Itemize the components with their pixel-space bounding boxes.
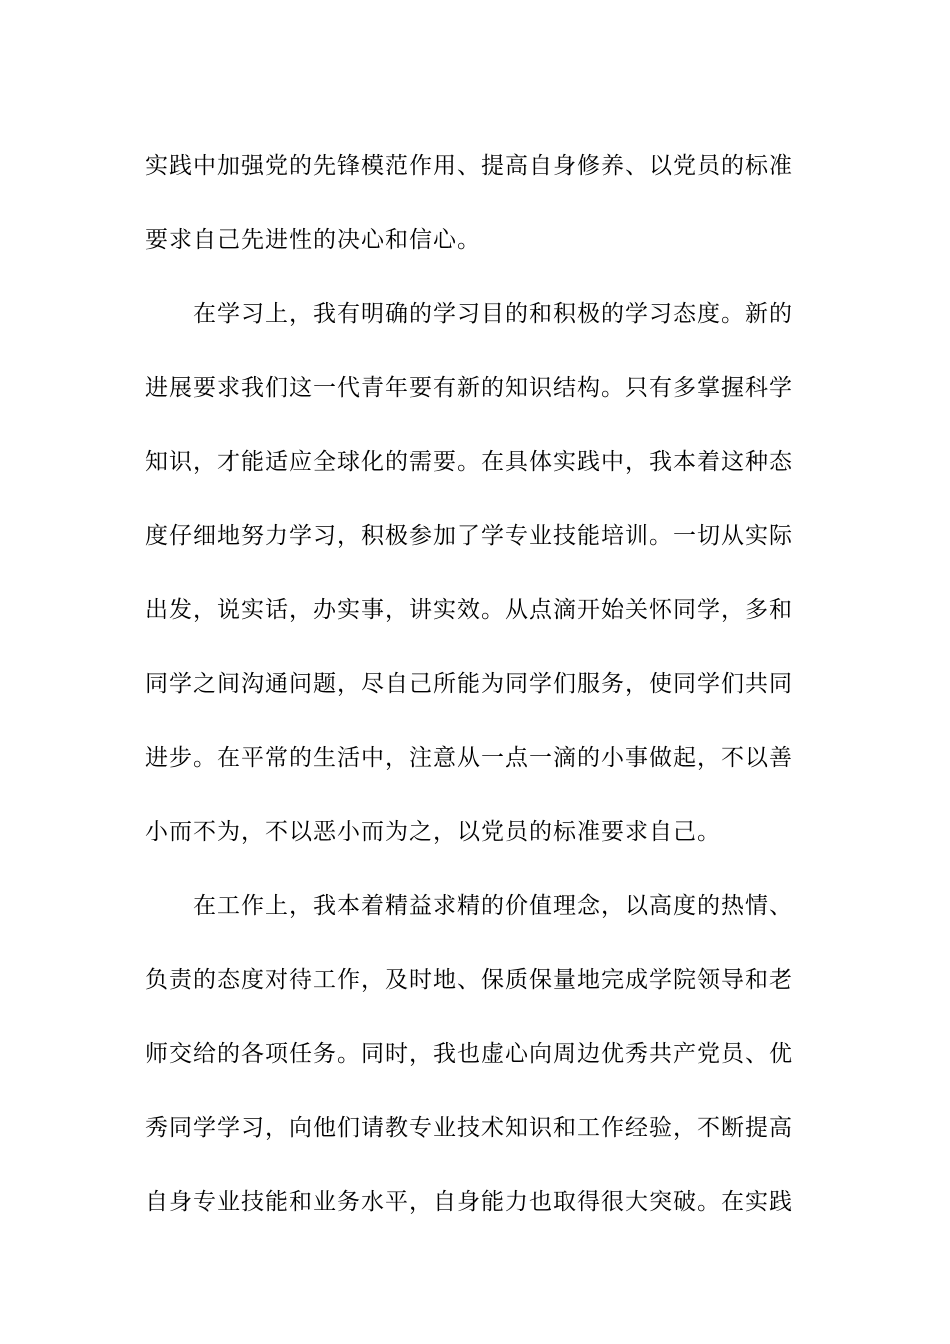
text-line: 师交给的各项任务。同时，我也虚心向周边优秀共产党员、优 [145, 1040, 793, 1067]
paragraph-start-line: 在学习上，我有明确的学习目的和积极的学习态度。新的 [193, 300, 793, 327]
text-line: 进展要求我们这一代青年要有新的知识结构。只有多掌握科学 [145, 374, 793, 401]
text-line: 负责的态度对待工作，及时地、保质保量地完成学院领导和老 [145, 966, 793, 993]
text-line: 小而不为，不以恶小而为之，以党员的标准要求自己。 [145, 818, 721, 845]
text-line: 同学之间沟通问题，尽自己所能为同学们服务，使同学们共同 [145, 670, 793, 697]
text-line: 自身专业技能和业务水平，自身能力也取得很大突破。在实践 [145, 1188, 793, 1215]
text-line: 度仔细地努力学习，积极参加了学专业技能培训。一切从实际 [145, 522, 793, 549]
text-line: 要求自己先进性的决心和信心。 [145, 226, 481, 253]
text-line: 秀同学学习，向他们请教专业技术知识和工作经验，不断提高 [145, 1114, 793, 1141]
text-line: 知识，才能适应全球化的需要。在具体实践中，我本着这种态 [145, 448, 793, 475]
text-line: 出发，说实话，办实事，讲实效。从点滴开始关怀同学，多和 [145, 596, 793, 623]
document-body [145, 126, 807, 1236]
paragraph-start-line: 在工作上，我本着精益求精的价值理念，以高度的热情、 [193, 892, 793, 919]
text-line: 进步。在平常的生活中，注意从一点一滴的小事做起，不以善 [145, 744, 793, 771]
text-line: 实践中加强党的先锋模范作用、提高自身修养、以党员的标准 [145, 152, 793, 179]
